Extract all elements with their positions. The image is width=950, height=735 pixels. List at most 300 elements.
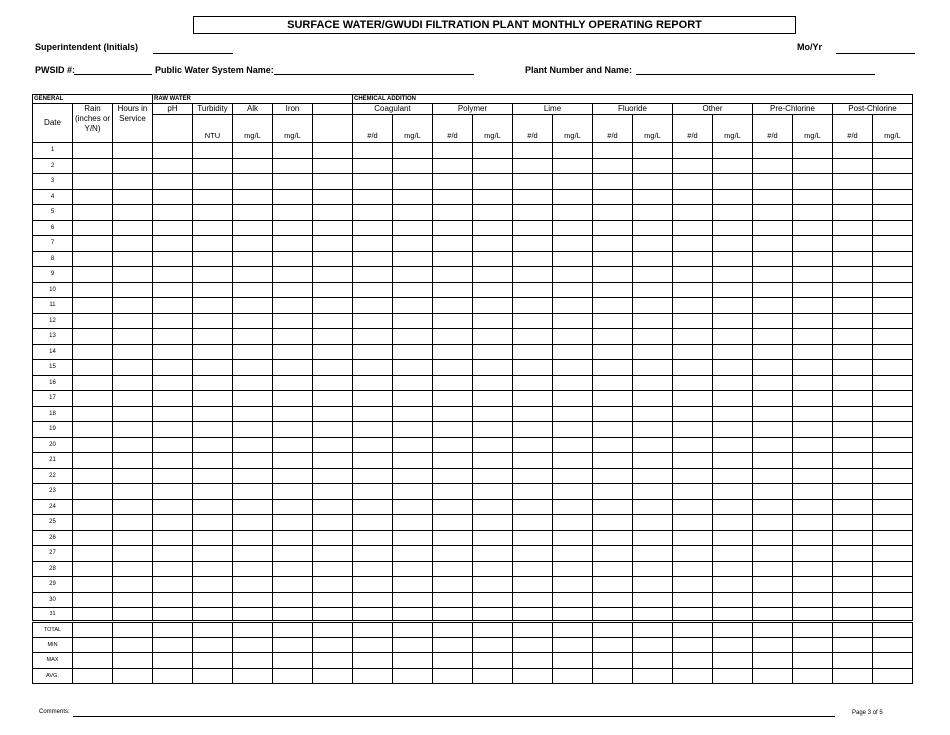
summary-cell[interactable] bbox=[513, 637, 553, 653]
entry-cell[interactable] bbox=[473, 422, 513, 438]
entry-cell[interactable] bbox=[833, 453, 873, 469]
entry-cell[interactable] bbox=[233, 422, 273, 438]
entry-cell[interactable] bbox=[553, 422, 593, 438]
entry-cell[interactable] bbox=[73, 546, 113, 562]
entry-cell[interactable] bbox=[153, 561, 193, 577]
entry-cell[interactable] bbox=[113, 360, 153, 376]
entry-cell[interactable] bbox=[153, 174, 193, 190]
entry-cell[interactable] bbox=[313, 592, 353, 608]
summary-cell[interactable] bbox=[73, 668, 113, 684]
entry-cell[interactable] bbox=[233, 360, 273, 376]
entry-cell[interactable] bbox=[393, 499, 433, 515]
entry-cell[interactable] bbox=[553, 251, 593, 267]
summary-cell[interactable] bbox=[873, 668, 913, 684]
entry-cell[interactable] bbox=[873, 251, 913, 267]
entry-cell[interactable] bbox=[313, 329, 353, 345]
entry-cell[interactable] bbox=[513, 251, 553, 267]
entry-cell[interactable] bbox=[233, 484, 273, 500]
entry-cell[interactable] bbox=[313, 499, 353, 515]
entry-cell[interactable] bbox=[513, 530, 553, 546]
summary-cell[interactable] bbox=[633, 653, 673, 669]
entry-cell[interactable] bbox=[753, 468, 793, 484]
entry-cell[interactable] bbox=[753, 313, 793, 329]
entry-cell[interactable] bbox=[673, 577, 713, 593]
entry-cell[interactable] bbox=[633, 608, 673, 622]
entry-cell[interactable] bbox=[793, 546, 833, 562]
entry-cell[interactable] bbox=[353, 267, 393, 283]
summary-cell[interactable] bbox=[553, 622, 593, 638]
entry-cell[interactable] bbox=[313, 422, 353, 438]
entry-cell[interactable] bbox=[353, 422, 393, 438]
summary-cell[interactable] bbox=[393, 622, 433, 638]
entry-cell[interactable] bbox=[233, 499, 273, 515]
entry-cell[interactable] bbox=[793, 375, 833, 391]
entry-cell[interactable] bbox=[473, 282, 513, 298]
entry-cell[interactable] bbox=[393, 391, 433, 407]
pwsid-field[interactable] bbox=[74, 74, 152, 75]
entry-cell[interactable] bbox=[513, 561, 553, 577]
entry-cell[interactable] bbox=[113, 608, 153, 622]
entry-cell[interactable] bbox=[513, 329, 553, 345]
entry-cell[interactable] bbox=[713, 546, 753, 562]
entry-cell[interactable] bbox=[433, 468, 473, 484]
entry-cell[interactable] bbox=[153, 298, 193, 314]
summary-cell[interactable] bbox=[753, 668, 793, 684]
entry-cell[interactable] bbox=[753, 422, 793, 438]
summary-cell[interactable] bbox=[433, 653, 473, 669]
entry-cell[interactable] bbox=[833, 592, 873, 608]
summary-cell[interactable] bbox=[313, 637, 353, 653]
entry-cell[interactable] bbox=[353, 174, 393, 190]
entry-cell[interactable] bbox=[673, 515, 713, 531]
entry-cell[interactable] bbox=[593, 561, 633, 577]
entry-cell[interactable] bbox=[833, 313, 873, 329]
entry-cell[interactable] bbox=[553, 313, 593, 329]
entry-cell[interactable] bbox=[793, 577, 833, 593]
entry-cell[interactable] bbox=[633, 267, 673, 283]
entry-cell[interactable] bbox=[633, 484, 673, 500]
entry-cell[interactable] bbox=[153, 484, 193, 500]
entry-cell[interactable] bbox=[113, 437, 153, 453]
entry-cell[interactable] bbox=[153, 143, 193, 159]
entry-cell[interactable] bbox=[73, 437, 113, 453]
entry-cell[interactable] bbox=[673, 205, 713, 221]
entry-cell[interactable] bbox=[393, 174, 433, 190]
entry-cell[interactable] bbox=[713, 236, 753, 252]
entry-cell[interactable] bbox=[393, 592, 433, 608]
entry-cell[interactable] bbox=[633, 530, 673, 546]
entry-cell[interactable] bbox=[193, 546, 233, 562]
entry-cell[interactable] bbox=[153, 251, 193, 267]
entry-cell[interactable] bbox=[433, 391, 473, 407]
entry-cell[interactable] bbox=[513, 453, 553, 469]
entry-cell[interactable] bbox=[833, 236, 873, 252]
entry-cell[interactable] bbox=[673, 530, 713, 546]
entry-cell[interactable] bbox=[713, 220, 753, 236]
entry-cell[interactable] bbox=[193, 406, 233, 422]
entry-cell[interactable] bbox=[633, 189, 673, 205]
entry-cell[interactable] bbox=[273, 143, 313, 159]
entry-cell[interactable] bbox=[473, 267, 513, 283]
entry-cell[interactable] bbox=[793, 515, 833, 531]
entry-cell[interactable] bbox=[633, 406, 673, 422]
summary-cell[interactable] bbox=[353, 653, 393, 669]
entry-cell[interactable] bbox=[873, 267, 913, 283]
entry-cell[interactable] bbox=[73, 220, 113, 236]
entry-cell[interactable] bbox=[633, 205, 673, 221]
entry-cell[interactable] bbox=[593, 189, 633, 205]
entry-cell[interactable] bbox=[113, 484, 153, 500]
entry-cell[interactable] bbox=[553, 499, 593, 515]
entry-cell[interactable] bbox=[473, 236, 513, 252]
entry-cell[interactable] bbox=[673, 143, 713, 159]
entry-cell[interactable] bbox=[753, 267, 793, 283]
entry-cell[interactable] bbox=[473, 484, 513, 500]
entry-cell[interactable] bbox=[633, 561, 673, 577]
entry-cell[interactable] bbox=[753, 360, 793, 376]
entry-cell[interactable] bbox=[833, 515, 873, 531]
entry-cell[interactable] bbox=[473, 561, 513, 577]
entry-cell[interactable] bbox=[753, 174, 793, 190]
summary-cell[interactable] bbox=[793, 637, 833, 653]
entry-cell[interactable] bbox=[153, 282, 193, 298]
entry-cell[interactable] bbox=[313, 391, 353, 407]
summary-cell[interactable] bbox=[233, 668, 273, 684]
entry-cell[interactable] bbox=[553, 236, 593, 252]
entry-cell[interactable] bbox=[113, 143, 153, 159]
entry-cell[interactable] bbox=[473, 515, 513, 531]
summary-cell[interactable] bbox=[793, 622, 833, 638]
entry-cell[interactable] bbox=[313, 375, 353, 391]
entry-cell[interactable] bbox=[873, 592, 913, 608]
entry-cell[interactable] bbox=[553, 143, 593, 159]
entry-cell[interactable] bbox=[233, 561, 273, 577]
entry-cell[interactable] bbox=[673, 236, 713, 252]
entry-cell[interactable] bbox=[793, 499, 833, 515]
entry-cell[interactable] bbox=[793, 282, 833, 298]
entry-cell[interactable] bbox=[353, 375, 393, 391]
entry-cell[interactable] bbox=[353, 453, 393, 469]
entry-cell[interactable] bbox=[673, 391, 713, 407]
entry-cell[interactable] bbox=[353, 406, 393, 422]
entry-cell[interactable] bbox=[553, 344, 593, 360]
entry-cell[interactable] bbox=[753, 546, 793, 562]
entry-cell[interactable] bbox=[393, 143, 433, 159]
entry-cell[interactable] bbox=[233, 251, 273, 267]
entry-cell[interactable] bbox=[513, 577, 553, 593]
entry-cell[interactable] bbox=[433, 174, 473, 190]
summary-cell[interactable] bbox=[753, 653, 793, 669]
entry-cell[interactable] bbox=[473, 220, 513, 236]
entry-cell[interactable] bbox=[73, 608, 113, 622]
entry-cell[interactable] bbox=[313, 189, 353, 205]
entry-cell[interactable] bbox=[753, 561, 793, 577]
entry-cell[interactable] bbox=[593, 592, 633, 608]
entry-cell[interactable] bbox=[313, 453, 353, 469]
entry-cell[interactable] bbox=[113, 298, 153, 314]
entry-cell[interactable] bbox=[153, 546, 193, 562]
entry-cell[interactable] bbox=[473, 592, 513, 608]
entry-cell[interactable] bbox=[633, 468, 673, 484]
summary-cell[interactable] bbox=[393, 653, 433, 669]
entry-cell[interactable] bbox=[393, 468, 433, 484]
entry-cell[interactable] bbox=[873, 468, 913, 484]
summary-cell[interactable] bbox=[873, 622, 913, 638]
entry-cell[interactable] bbox=[713, 251, 753, 267]
entry-cell[interactable] bbox=[633, 360, 673, 376]
entry-cell[interactable] bbox=[673, 251, 713, 267]
summary-cell[interactable] bbox=[433, 668, 473, 684]
entry-cell[interactable] bbox=[593, 484, 633, 500]
entry-cell[interactable] bbox=[73, 499, 113, 515]
entry-cell[interactable] bbox=[433, 546, 473, 562]
entry-cell[interactable] bbox=[313, 546, 353, 562]
entry-cell[interactable] bbox=[273, 437, 313, 453]
entry-cell[interactable] bbox=[153, 608, 193, 622]
entry-cell[interactable] bbox=[873, 530, 913, 546]
entry-cell[interactable] bbox=[753, 592, 793, 608]
entry-cell[interactable] bbox=[233, 313, 273, 329]
entry-cell[interactable] bbox=[833, 282, 873, 298]
entry-cell[interactable] bbox=[873, 375, 913, 391]
summary-cell[interactable] bbox=[113, 668, 153, 684]
summary-cell[interactable] bbox=[353, 668, 393, 684]
entry-cell[interactable] bbox=[873, 313, 913, 329]
entry-cell[interactable] bbox=[793, 561, 833, 577]
entry-cell[interactable] bbox=[753, 236, 793, 252]
entry-cell[interactable] bbox=[553, 360, 593, 376]
entry-cell[interactable] bbox=[353, 499, 393, 515]
entry-cell[interactable] bbox=[753, 205, 793, 221]
entry-cell[interactable] bbox=[193, 344, 233, 360]
entry-cell[interactable] bbox=[193, 530, 233, 546]
entry-cell[interactable] bbox=[873, 515, 913, 531]
entry-cell[interactable] bbox=[593, 329, 633, 345]
entry-cell[interactable] bbox=[753, 344, 793, 360]
entry-cell[interactable] bbox=[193, 437, 233, 453]
entry-cell[interactable] bbox=[513, 546, 553, 562]
entry-cell[interactable] bbox=[793, 158, 833, 174]
entry-cell[interactable] bbox=[793, 298, 833, 314]
entry-cell[interactable] bbox=[433, 530, 473, 546]
entry-cell[interactable] bbox=[753, 499, 793, 515]
entry-cell[interactable] bbox=[393, 298, 433, 314]
entry-cell[interactable] bbox=[513, 391, 553, 407]
entry-cell[interactable] bbox=[673, 499, 713, 515]
entry-cell[interactable] bbox=[73, 267, 113, 283]
summary-cell[interactable] bbox=[433, 637, 473, 653]
entry-cell[interactable] bbox=[593, 608, 633, 622]
entry-cell[interactable] bbox=[353, 484, 393, 500]
entry-cell[interactable] bbox=[353, 437, 393, 453]
summary-cell[interactable] bbox=[513, 668, 553, 684]
entry-cell[interactable] bbox=[673, 546, 713, 562]
entry-cell[interactable] bbox=[833, 530, 873, 546]
entry-cell[interactable] bbox=[433, 499, 473, 515]
entry-cell[interactable] bbox=[313, 360, 353, 376]
entry-cell[interactable] bbox=[73, 143, 113, 159]
summary-cell[interactable] bbox=[473, 622, 513, 638]
entry-cell[interactable] bbox=[73, 251, 113, 267]
entry-cell[interactable] bbox=[633, 220, 673, 236]
entry-cell[interactable] bbox=[553, 515, 593, 531]
entry-cell[interactable] bbox=[113, 158, 153, 174]
entry-cell[interactable] bbox=[233, 468, 273, 484]
entry-cell[interactable] bbox=[513, 406, 553, 422]
entry-cell[interactable] bbox=[553, 298, 593, 314]
entry-cell[interactable] bbox=[673, 406, 713, 422]
entry-cell[interactable] bbox=[633, 453, 673, 469]
entry-cell[interactable] bbox=[553, 484, 593, 500]
entry-cell[interactable] bbox=[673, 282, 713, 298]
entry-cell[interactable] bbox=[113, 530, 153, 546]
entry-cell[interactable] bbox=[393, 484, 433, 500]
entry-cell[interactable] bbox=[193, 205, 233, 221]
entry-cell[interactable] bbox=[833, 561, 873, 577]
entry-cell[interactable] bbox=[593, 158, 633, 174]
entry-cell[interactable] bbox=[593, 422, 633, 438]
entry-cell[interactable] bbox=[473, 298, 513, 314]
entry-cell[interactable] bbox=[553, 592, 593, 608]
entry-cell[interactable] bbox=[673, 267, 713, 283]
entry-cell[interactable] bbox=[233, 608, 273, 622]
summary-cell[interactable] bbox=[273, 668, 313, 684]
entry-cell[interactable] bbox=[73, 375, 113, 391]
entry-cell[interactable] bbox=[433, 577, 473, 593]
entry-cell[interactable] bbox=[193, 220, 233, 236]
entry-cell[interactable] bbox=[273, 174, 313, 190]
entry-cell[interactable] bbox=[193, 143, 233, 159]
entry-cell[interactable] bbox=[193, 158, 233, 174]
entry-cell[interactable] bbox=[673, 437, 713, 453]
entry-cell[interactable] bbox=[193, 189, 233, 205]
entry-cell[interactable] bbox=[273, 236, 313, 252]
entry-cell[interactable] bbox=[393, 360, 433, 376]
entry-cell[interactable] bbox=[873, 546, 913, 562]
entry-cell[interactable] bbox=[673, 608, 713, 622]
entry-cell[interactable] bbox=[433, 515, 473, 531]
entry-cell[interactable] bbox=[633, 313, 673, 329]
entry-cell[interactable] bbox=[513, 282, 553, 298]
entry-cell[interactable] bbox=[753, 251, 793, 267]
entry-cell[interactable] bbox=[673, 592, 713, 608]
entry-cell[interactable] bbox=[433, 298, 473, 314]
entry-cell[interactable] bbox=[113, 515, 153, 531]
entry-cell[interactable] bbox=[673, 360, 713, 376]
entry-cell[interactable] bbox=[153, 437, 193, 453]
entry-cell[interactable] bbox=[593, 251, 633, 267]
entry-cell[interactable] bbox=[513, 205, 553, 221]
entry-cell[interactable] bbox=[313, 267, 353, 283]
summary-cell[interactable] bbox=[593, 622, 633, 638]
summary-cell[interactable] bbox=[473, 653, 513, 669]
entry-cell[interactable] bbox=[553, 329, 593, 345]
entry-cell[interactable] bbox=[593, 437, 633, 453]
entry-cell[interactable] bbox=[313, 298, 353, 314]
entry-cell[interactable] bbox=[713, 422, 753, 438]
summary-cell[interactable] bbox=[713, 622, 753, 638]
entry-cell[interactable] bbox=[713, 267, 753, 283]
entry-cell[interactable] bbox=[633, 251, 673, 267]
entry-cell[interactable] bbox=[793, 205, 833, 221]
entry-cell[interactable] bbox=[233, 158, 273, 174]
entry-cell[interactable] bbox=[633, 174, 673, 190]
entry-cell[interactable] bbox=[273, 453, 313, 469]
summary-cell[interactable] bbox=[73, 622, 113, 638]
entry-cell[interactable] bbox=[313, 406, 353, 422]
entry-cell[interactable] bbox=[473, 158, 513, 174]
summary-cell[interactable] bbox=[73, 653, 113, 669]
entry-cell[interactable] bbox=[233, 437, 273, 453]
entry-cell[interactable] bbox=[313, 220, 353, 236]
entry-cell[interactable] bbox=[73, 577, 113, 593]
entry-cell[interactable] bbox=[193, 267, 233, 283]
entry-cell[interactable] bbox=[273, 298, 313, 314]
entry-cell[interactable] bbox=[433, 329, 473, 345]
summary-cell[interactable] bbox=[753, 622, 793, 638]
entry-cell[interactable] bbox=[393, 236, 433, 252]
entry-cell[interactable] bbox=[113, 577, 153, 593]
entry-cell[interactable] bbox=[393, 158, 433, 174]
entry-cell[interactable] bbox=[793, 344, 833, 360]
entry-cell[interactable] bbox=[193, 577, 233, 593]
entry-cell[interactable] bbox=[113, 453, 153, 469]
entry-cell[interactable] bbox=[473, 360, 513, 376]
entry-cell[interactable] bbox=[593, 406, 633, 422]
entry-cell[interactable] bbox=[273, 499, 313, 515]
entry-cell[interactable] bbox=[193, 468, 233, 484]
entry-cell[interactable] bbox=[873, 236, 913, 252]
entry-cell[interactable] bbox=[393, 251, 433, 267]
entry-cell[interactable] bbox=[553, 174, 593, 190]
entry-cell[interactable] bbox=[753, 189, 793, 205]
summary-cell[interactable] bbox=[313, 653, 353, 669]
entry-cell[interactable] bbox=[593, 298, 633, 314]
entry-cell[interactable] bbox=[873, 499, 913, 515]
entry-cell[interactable] bbox=[593, 220, 633, 236]
entry-cell[interactable] bbox=[873, 344, 913, 360]
entry-cell[interactable] bbox=[713, 329, 753, 345]
entry-cell[interactable] bbox=[273, 375, 313, 391]
entry-cell[interactable] bbox=[393, 267, 433, 283]
entry-cell[interactable] bbox=[553, 391, 593, 407]
entry-cell[interactable] bbox=[673, 189, 713, 205]
entry-cell[interactable] bbox=[353, 530, 393, 546]
entry-cell[interactable] bbox=[553, 406, 593, 422]
summary-cell[interactable] bbox=[633, 637, 673, 653]
entry-cell[interactable] bbox=[433, 236, 473, 252]
entry-cell[interactable] bbox=[113, 546, 153, 562]
entry-cell[interactable] bbox=[393, 608, 433, 622]
entry-cell[interactable] bbox=[753, 515, 793, 531]
entry-cell[interactable] bbox=[193, 592, 233, 608]
summary-cell[interactable] bbox=[833, 668, 873, 684]
summary-cell[interactable] bbox=[393, 668, 433, 684]
entry-cell[interactable] bbox=[753, 530, 793, 546]
entry-cell[interactable] bbox=[353, 189, 393, 205]
summary-cell[interactable] bbox=[553, 668, 593, 684]
entry-cell[interactable] bbox=[873, 608, 913, 622]
entry-cell[interactable] bbox=[73, 515, 113, 531]
entry-cell[interactable] bbox=[233, 236, 273, 252]
entry-cell[interactable] bbox=[73, 313, 113, 329]
entry-cell[interactable] bbox=[833, 189, 873, 205]
entry-cell[interactable] bbox=[513, 484, 553, 500]
entry-cell[interactable] bbox=[713, 608, 753, 622]
entry-cell[interactable] bbox=[73, 406, 113, 422]
entry-cell[interactable] bbox=[873, 391, 913, 407]
entry-cell[interactable] bbox=[433, 251, 473, 267]
